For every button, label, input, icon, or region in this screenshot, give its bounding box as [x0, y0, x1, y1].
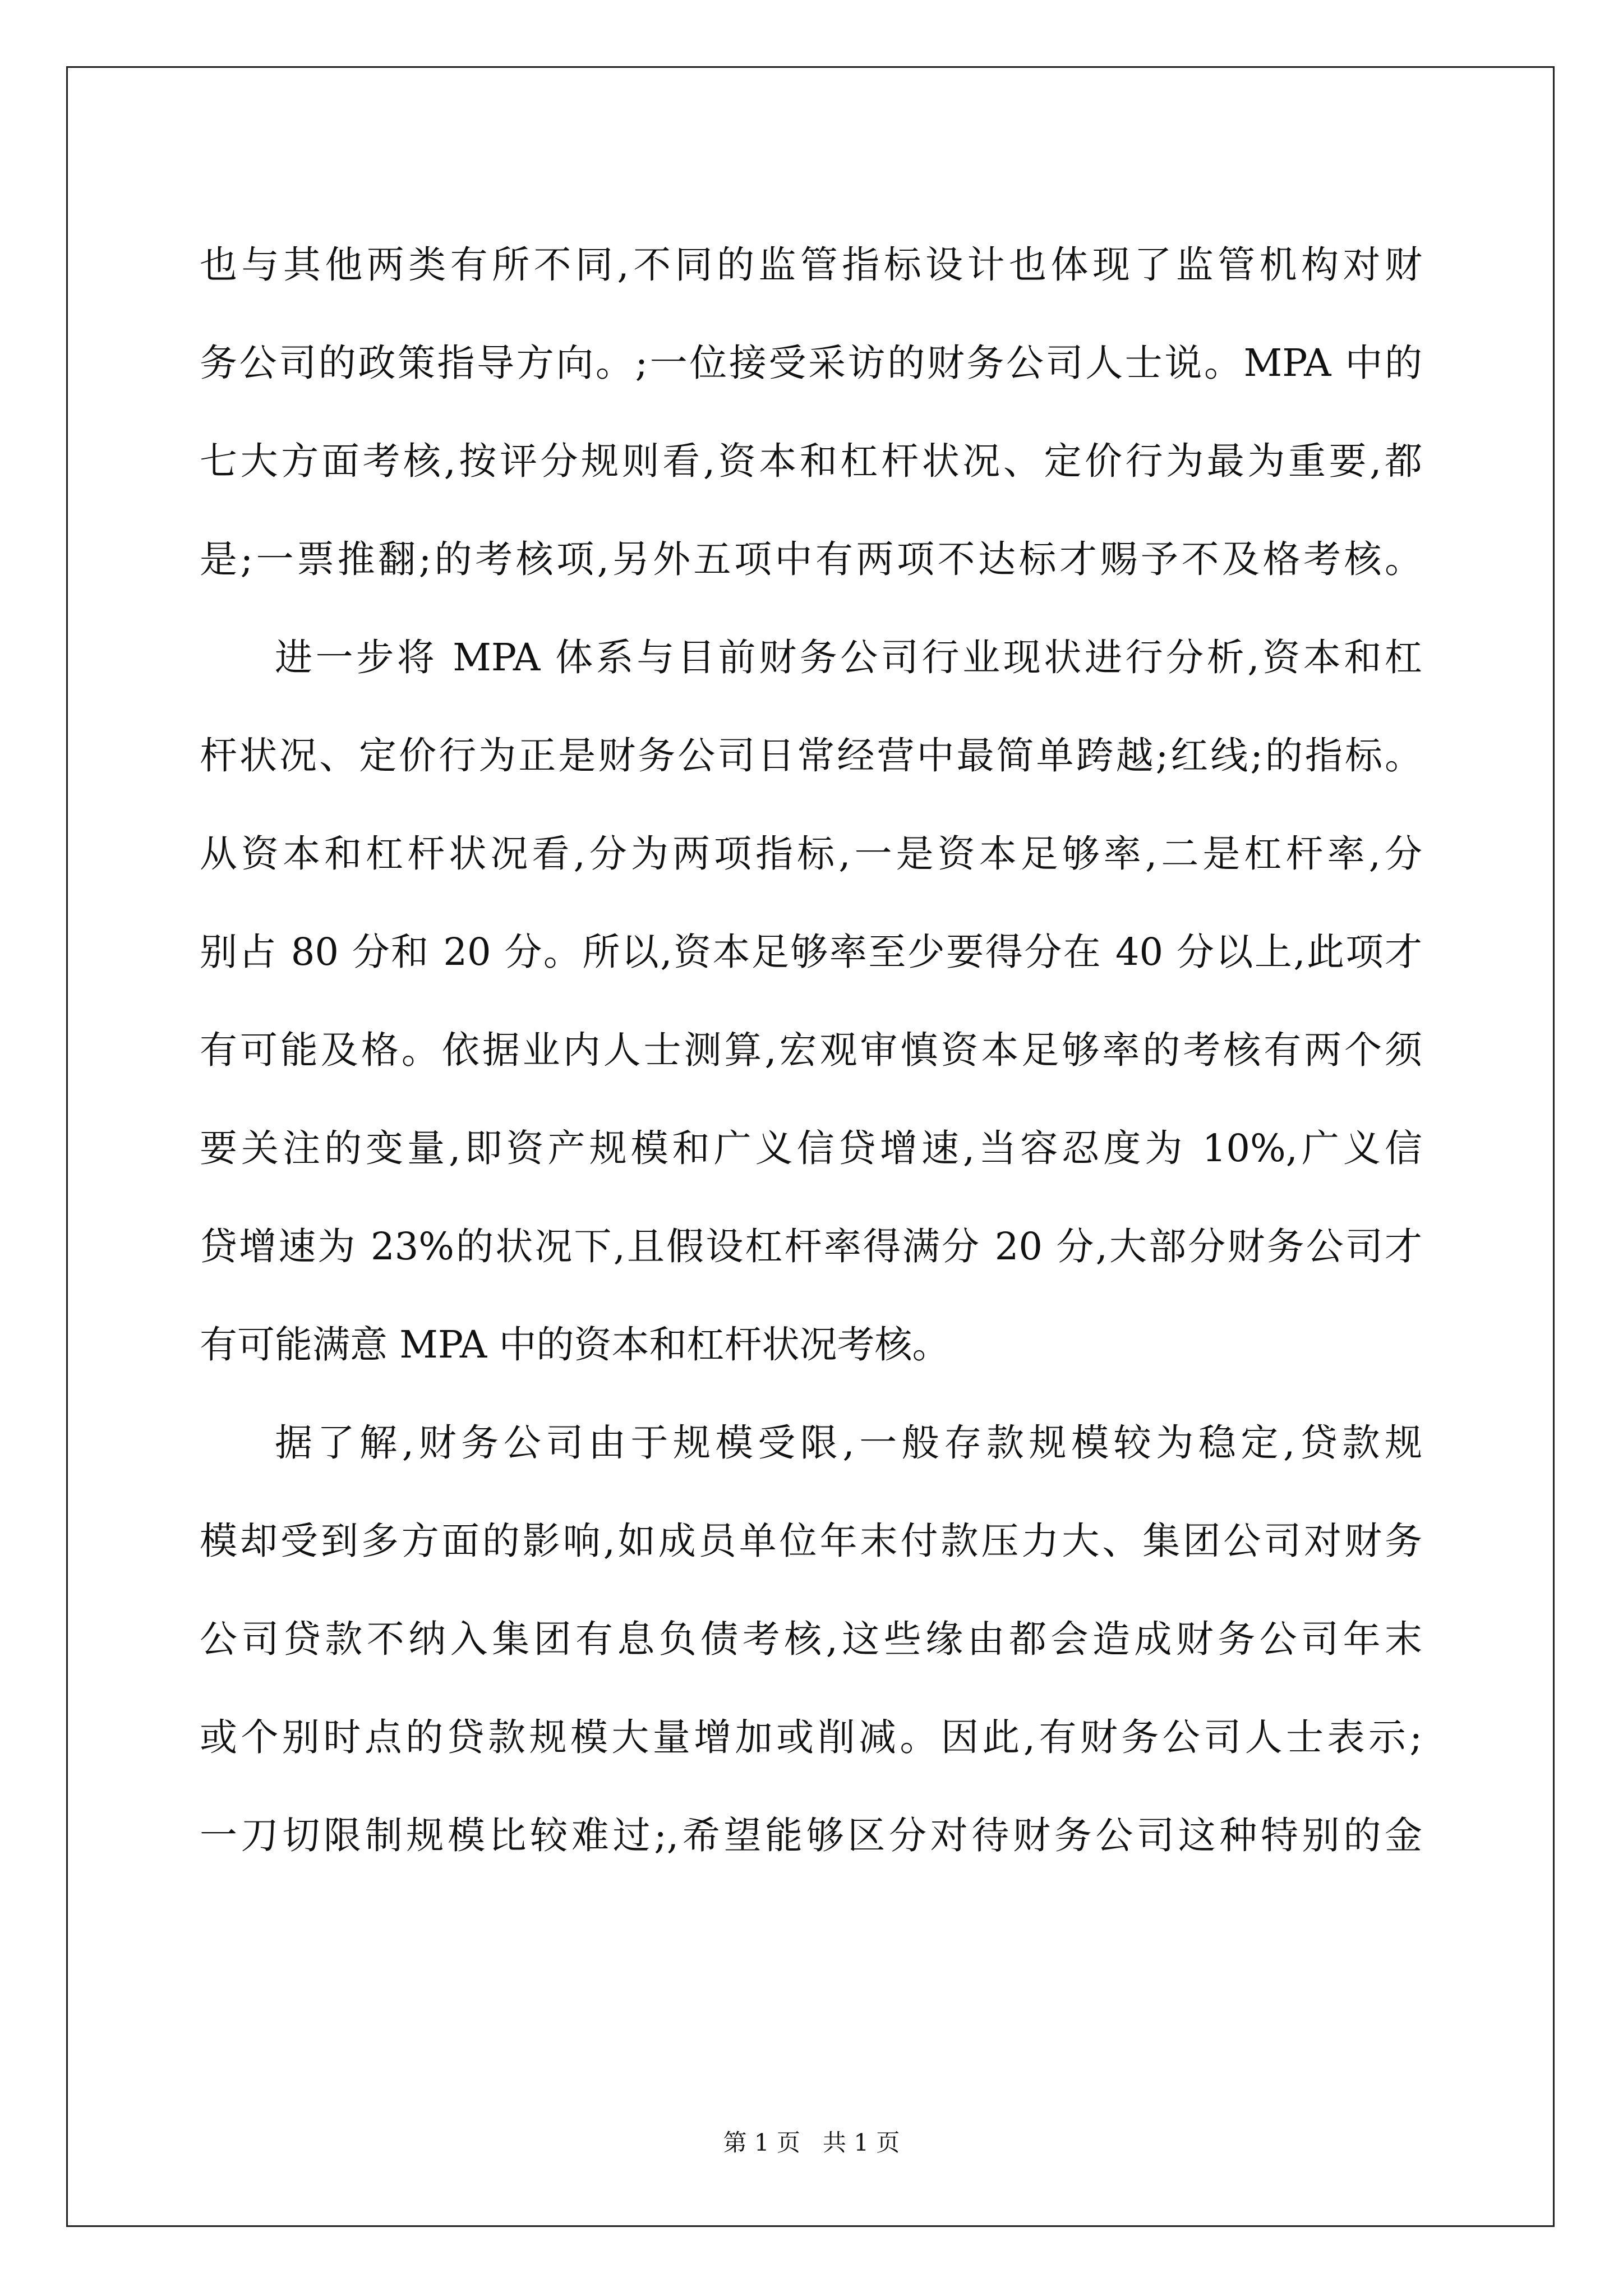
paragraph-last-line: 有可能满意 MPA 中的资本和杠杆状况考核。	[200, 1323, 950, 1366]
text-line: 贷增速为 23%的状况下,且假设杠杆率得满分 20 分,大部分财务公司才	[200, 1225, 1422, 1268]
text-line: 或个别时点的贷款规模大量增加或削减。因此,有财务公司人士表示;	[200, 1715, 1422, 1759]
text-line: 是;一票推翻;的考核项,另外五项中有两项不达标才赐予不及格考核。	[200, 537, 1422, 581]
text-line: 务公司的政策指导方向。;一位接受采访的财务公司人士说。MPA 中的	[200, 341, 1422, 385]
text-line: 从资本和杠杆状况看,分为两项指标,一是资本足够率,二是杠杆率,分	[200, 832, 1422, 876]
text-line: 也与其他两类有所不同,不同的监管指标设计也体现了监管机构对财	[200, 243, 1422, 287]
text-line: 杆状况、定价行为正是财务公司日常经营中最简单跨越;红线;的指标。	[200, 734, 1422, 777]
page-total: 共 1 页	[823, 2129, 900, 2156]
text-line: 要关注的变量,即资产规模和广义信贷增速,当容忍度为 10%,广义信	[200, 1126, 1422, 1170]
page-number: 第 1 页	[723, 2129, 800, 2156]
page-footer	[0, 2127, 1623, 2159]
text-line: 别占 80 分和 20 分。所以,资本足够率至少要得分在 40 分以上,此项才	[200, 930, 1422, 974]
text-line: 模却受到多方面的影响,如成员单位年末付款压力大、集团公司对财务	[200, 1519, 1422, 1563]
document-body	[200, 216, 1422, 1885]
text-line: 一刀切限制规模比较难过;,希望能够区分对待财务公司这种特别的金	[200, 1814, 1422, 1857]
text-line: 公司贷款不纳入集团有息负债考核,这些缘由都会造成财务公司年末	[200, 1617, 1422, 1661]
paragraph-first-line: 进一步将 MPA 体系与目前财务公司行业现状进行分析,资本和杠	[275, 636, 1422, 679]
text-line: 七大方面考核,按评分规则看,资本和杠杆状况、定价行为最为重要,都	[200, 439, 1422, 483]
paragraph-first-line: 据了解,财务公司由于规模受限,一般存款规模较为稳定,贷款规	[275, 1421, 1422, 1465]
text-line: 有可能及格。依据业内人士测算,宏观审慎资本足够率的考核有两个须	[200, 1028, 1422, 1072]
